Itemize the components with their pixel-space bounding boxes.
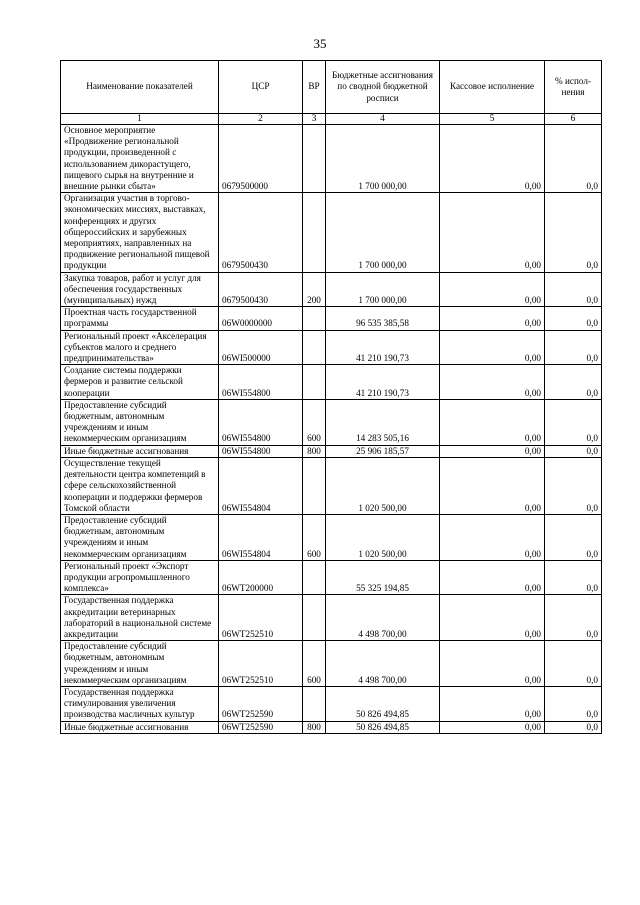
table-row	[61, 595, 602, 641]
row-name-cell: Осуществление текущей деятельности центра компетенций в сфере сельскохозяйственной кооперации и поддержки фермеров Томской области	[61, 457, 219, 514]
row-cash-cell: 0,00	[440, 595, 545, 641]
row-csr-cell: 06WI554800	[219, 399, 303, 445]
row-allocation-cell: 50 826 494,85	[326, 721, 440, 733]
row-cash-cell: 0,00	[440, 514, 545, 560]
row-percent-cell: 0,0	[545, 330, 602, 365]
row-cash-cell: 0,00	[440, 457, 545, 514]
table-row	[61, 193, 602, 272]
row-cash-cell: 0,00	[440, 399, 545, 445]
row-vr-cell: 200	[303, 272, 326, 307]
row-allocation-cell: 1 700 000,00	[326, 272, 440, 307]
table-row	[61, 641, 602, 687]
row-cash-cell: 0,00	[440, 445, 545, 457]
row-vr-cell	[303, 125, 326, 193]
row-name-cell: Иные бюджетные ассигнования	[61, 445, 219, 457]
row-percent-cell: 0,0	[545, 125, 602, 193]
table-row	[61, 721, 602, 733]
header-vr: ВР	[303, 61, 326, 114]
row-csr-cell: 06W0000000	[219, 307, 303, 330]
table-body	[61, 125, 602, 734]
row-vr-cell	[303, 330, 326, 365]
row-csr-cell: 0679500430	[219, 272, 303, 307]
row-allocation-cell: 14 283 505,16	[326, 399, 440, 445]
row-vr-cell	[303, 365, 326, 400]
column-number: 3	[303, 114, 326, 125]
row-allocation-cell: 4 498 700,00	[326, 595, 440, 641]
row-percent-cell: 0,0	[545, 514, 602, 560]
row-name-cell: Иные бюджетные ассигнования	[61, 721, 219, 733]
row-name-cell: Государственная поддержка стимулирования увеличения производства масличных культур	[61, 686, 219, 721]
row-vr-cell: 600	[303, 399, 326, 445]
row-percent-cell: 0,0	[545, 307, 602, 330]
header-name: Наименование показателей	[61, 61, 219, 114]
header-percent: % испол-нения	[545, 61, 602, 114]
row-name-cell: Предоставление субсидий бюджетным, автономным учреждениям и иным некоммерческим организациям	[61, 641, 219, 687]
row-csr-cell: 0679500000	[219, 125, 303, 193]
row-percent-cell: 0,0	[545, 721, 602, 733]
row-allocation-cell: 1 700 000,00	[326, 193, 440, 272]
row-percent-cell: 0,0	[545, 457, 602, 514]
column-number-row	[61, 114, 602, 125]
row-cash-cell: 0,00	[440, 272, 545, 307]
column-number: 1	[61, 114, 219, 125]
row-name-cell: Закупка товаров, работ и услуг для обеспечения государственных (муниципальных) нужд	[61, 272, 219, 307]
row-csr-cell: 06WT252590	[219, 721, 303, 733]
row-allocation-cell: 55 325 194,85	[326, 560, 440, 595]
row-allocation-cell: 1 020 500,00	[326, 514, 440, 560]
row-cash-cell: 0,00	[440, 686, 545, 721]
row-cash-cell: 0,00	[440, 721, 545, 733]
header-row	[61, 61, 602, 114]
budget-execution-table	[60, 60, 602, 734]
row-name-cell: Основное мероприятие «Продвижение региональной продукции, произведенной с использованием дикорастущего, пищевого сырья на внутренние и внешние рынки сбыта»	[61, 125, 219, 193]
table-row	[61, 330, 602, 365]
row-vr-cell	[303, 457, 326, 514]
row-percent-cell: 0,0	[545, 560, 602, 595]
row-name-cell: Предоставление субсидий бюджетным, автономным учреждениям и иным некоммерческим организациям	[61, 399, 219, 445]
row-csr-cell: 06WT200000	[219, 560, 303, 595]
table-row	[61, 125, 602, 193]
row-vr-cell	[303, 307, 326, 330]
row-allocation-cell: 41 210 190,73	[326, 330, 440, 365]
row-csr-cell: 0679500430	[219, 193, 303, 272]
table-row	[61, 272, 602, 307]
column-number: 4	[326, 114, 440, 125]
row-percent-cell: 0,0	[545, 399, 602, 445]
table-row	[61, 445, 602, 457]
header-cash-execution: Кассовое исполнение	[440, 61, 545, 114]
row-csr-cell: 06WI554800	[219, 365, 303, 400]
row-cash-cell: 0,00	[440, 125, 545, 193]
row-vr-cell	[303, 686, 326, 721]
table-row	[61, 560, 602, 595]
row-allocation-cell: 1 700 000,00	[326, 125, 440, 193]
row-csr-cell: 06WI554804	[219, 514, 303, 560]
table-row	[61, 365, 602, 400]
row-csr-cell: 06WT252590	[219, 686, 303, 721]
row-name-cell: Региональный проект «Акселерация субъектов малого и среднего предпринимательства»	[61, 330, 219, 365]
column-number: 2	[219, 114, 303, 125]
row-allocation-cell: 41 210 190,73	[326, 365, 440, 400]
row-name-cell: Региональный проект «Экспорт продукции агропромышленного комплекса»	[61, 560, 219, 595]
row-vr-cell: 800	[303, 445, 326, 457]
row-csr-cell: 06WI500000	[219, 330, 303, 365]
row-cash-cell: 0,00	[440, 365, 545, 400]
row-csr-cell: 06WI554800	[219, 445, 303, 457]
header-csr: ЦСР	[219, 61, 303, 114]
row-allocation-cell: 96 535 385,58	[326, 307, 440, 330]
header-allocations: Бюджетные ассигнования по сводной бюджетной росписи	[326, 61, 440, 114]
row-name-cell: Государственная поддержка аккредитации ветеринарных лабораторий в национальной системе аккредитации	[61, 595, 219, 641]
row-vr-cell	[303, 193, 326, 272]
table-row	[61, 307, 602, 330]
row-name-cell: Проектная часть государственной программы	[61, 307, 219, 330]
row-cash-cell: 0,00	[440, 641, 545, 687]
column-number: 6	[545, 114, 602, 125]
table-row	[61, 514, 602, 560]
row-vr-cell: 800	[303, 721, 326, 733]
row-allocation-cell: 25 906 185,57	[326, 445, 440, 457]
row-cash-cell: 0,00	[440, 193, 545, 272]
table-row	[61, 686, 602, 721]
row-allocation-cell: 4 498 700,00	[326, 641, 440, 687]
row-vr-cell	[303, 595, 326, 641]
row-percent-cell: 0,0	[545, 272, 602, 307]
row-vr-cell: 600	[303, 514, 326, 560]
row-cash-cell: 0,00	[440, 560, 545, 595]
row-allocation-cell: 50 826 494,85	[326, 686, 440, 721]
row-name-cell: Организация участия в торгово-экономических миссиях, выставках, конференциях и других общероссийских и зарубежных мероприятиях, направленных на продвижение региональной пищевой продукции	[61, 193, 219, 272]
row-percent-cell: 0,0	[545, 686, 602, 721]
table-row	[61, 457, 602, 514]
row-name-cell: Предоставление субсидий бюджетным, автономным учреждениям и иным некоммерческим организациям	[61, 514, 219, 560]
row-percent-cell: 0,0	[545, 641, 602, 687]
row-cash-cell: 0,00	[440, 307, 545, 330]
table-row	[61, 399, 602, 445]
row-csr-cell: 06WT252510	[219, 595, 303, 641]
row-csr-cell: 06WT252510	[219, 641, 303, 687]
row-percent-cell: 0,0	[545, 365, 602, 400]
page-number: 35	[313, 36, 327, 51]
column-number: 5	[440, 114, 545, 125]
row-cash-cell: 0,00	[440, 330, 545, 365]
row-percent-cell: 0,0	[545, 445, 602, 457]
row-percent-cell: 0,0	[545, 595, 602, 641]
row-csr-cell: 06WI554804	[219, 457, 303, 514]
row-percent-cell: 0,0	[545, 193, 602, 272]
row-allocation-cell: 1 020 500,00	[326, 457, 440, 514]
row-vr-cell: 600	[303, 641, 326, 687]
row-vr-cell	[303, 560, 326, 595]
row-name-cell: Создание системы поддержки фермеров и развитие сельской кооперации	[61, 365, 219, 400]
